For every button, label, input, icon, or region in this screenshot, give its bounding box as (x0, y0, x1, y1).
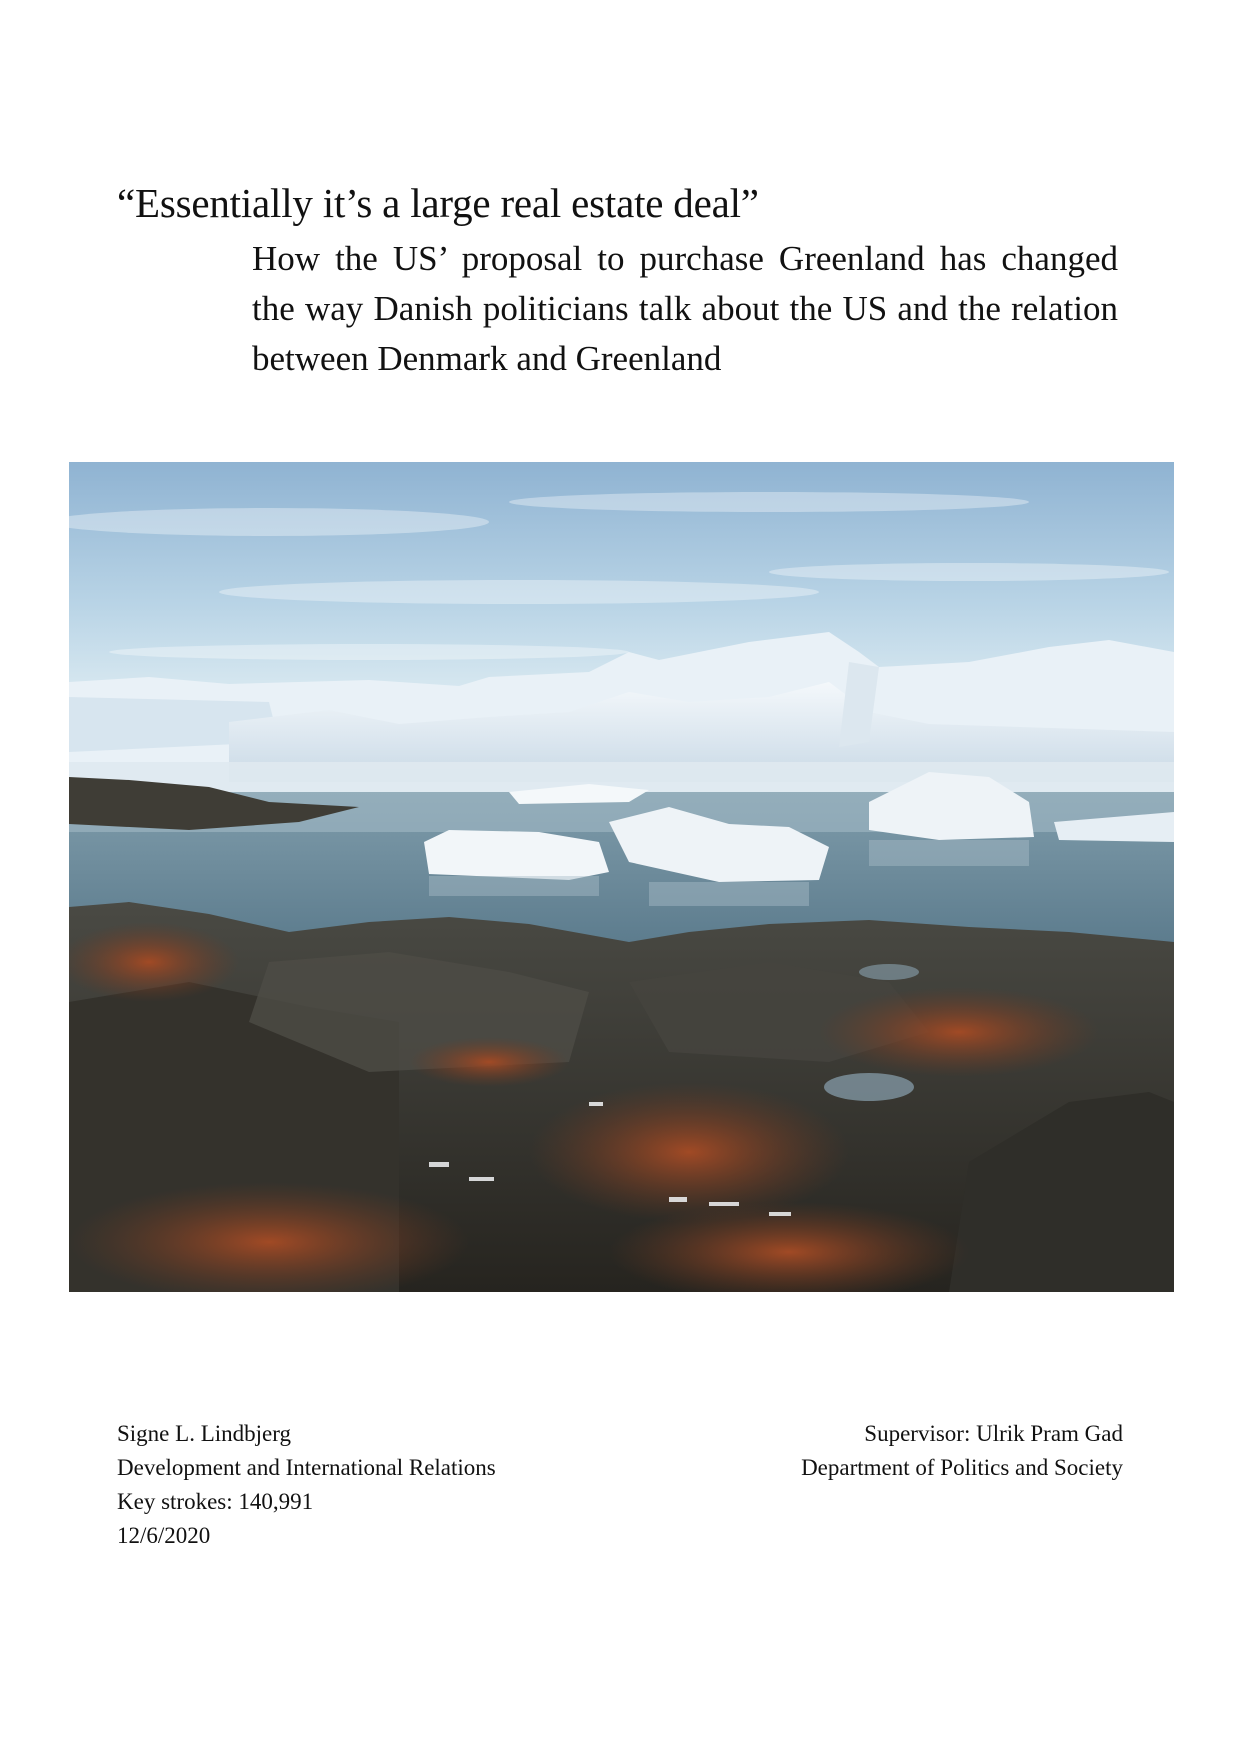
department: Department of Politics and Society (801, 1455, 1123, 1480)
document-subtitle: How the US’ proposal to purchase Greenland has changed the way Danish politicians talk about the US and the relation between Denmark and Greenland (252, 239, 1118, 378)
supervisor-block (801, 1417, 1123, 1485)
author-name: Signe L. Lindbjerg (117, 1421, 291, 1446)
submission-date: 12/6/2020 (117, 1523, 211, 1548)
programme: Development and International Relations (117, 1455, 496, 1480)
supervisor-name: Supervisor: Ulrik Pram Gad (864, 1421, 1123, 1446)
author-block (117, 1417, 496, 1553)
document-title: “Essentially it’s a large real estate deal” (117, 180, 759, 226)
cover-photo (69, 462, 1174, 1292)
keystrokes: Key strokes: 140,991 (117, 1489, 314, 1514)
